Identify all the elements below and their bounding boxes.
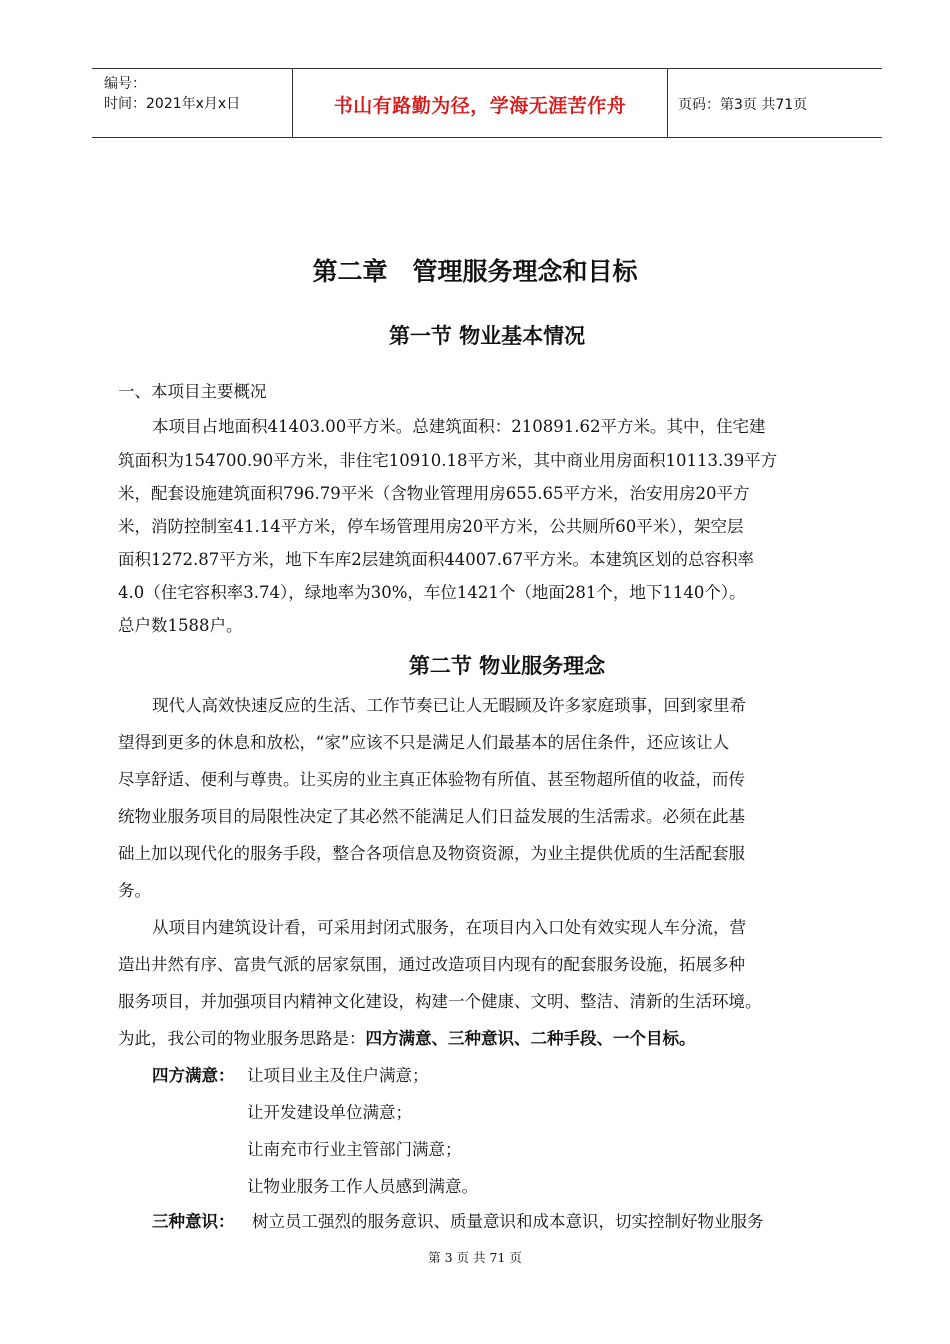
section1-line: 面积1272.87平方米，地下车库2层建筑面积44007.67平方米。本建筑区划的总容积率 — [118, 550, 754, 569]
service-summary-bold: 四方满意、三种意识、二种手段、一个目标。 — [365, 1029, 696, 1048]
page-number-label: 页码：第3页 共71页 — [678, 97, 808, 113]
section2-para1-line: 望得到更多的休息和放松，“家”应该不只是满足人们最基本的居住条件，还应该让人 — [118, 733, 730, 752]
header-meta — [92, 69, 292, 137]
page-footer: 第 3 页 共 71 页 — [428, 1250, 522, 1265]
section1-line: 筑面积为154700.90平方米，非住宅10910.18平方米，其中商业用房面积10113.39平方 — [118, 451, 778, 470]
section1-line: 米，消防控制室41.14平方米，停车场管理用房20平方米，公共厕所60平米），架空层 — [118, 517, 744, 536]
four-satisfaction-item: 让物业服务工作人员感到满意。 — [247, 1177, 478, 1196]
chapter-title: 第二章 管理服务理念和目标 — [312, 257, 638, 286]
section2-para1-line: 现代人高效快速反应的生活、工作节奏已让人无暇顾及许多家庭琐事，回到家里希 — [152, 696, 746, 715]
section1-line: 4.0（住宅容积率3.74），绿地率为30%，车位1421个（地面281个，地下1140个）。 — [118, 583, 746, 602]
header-motto-cell — [292, 69, 668, 137]
service-summary — [118, 1025, 696, 1049]
section2-para1-line: 础上加以现代化的服务手段，整合各项信息及物资资源，为业主提供优质的生活配套服 — [118, 844, 745, 863]
header-motto: 书山有路勤为径，学海无涯苦作舟 — [333, 95, 627, 117]
four-satisfaction-item: 让南充市行业主管部门满意； — [247, 1140, 462, 1159]
section2-para1-line: 尽享舒适、便利与尊贵。让买房的业主真正体验物有所值、甚至物超所值的收益，而传 — [118, 770, 745, 789]
section2-para2-line: 服务项目，并加强项目内精神文化建设，构建一个健康、文明、整洁、清新的生活环境。 — [118, 992, 762, 1011]
section2-para1-line: 统物业服务项目的局限性决定了其必然不能满足人们日益发展的生活需求。必须在此基 — [118, 807, 745, 826]
three-awareness-text: 树立员工强烈的服务意识、质量意识和成本意识，切实控制好物业服务 — [252, 1212, 764, 1231]
four-satisfaction-item: 让开发建设单位满意； — [247, 1103, 412, 1122]
four-satisfaction-item: 让项目业主及住户满意； — [247, 1066, 429, 1085]
page-header — [92, 68, 882, 138]
section1-line: 米，配套设施建筑面积796.79平米（含物业管理用房655.65平方米，治安用房20平方 — [118, 484, 750, 503]
number-label: 编号： — [104, 76, 146, 92]
service-summary-prefix: 为此，我公司的物业服务思路是： — [118, 1029, 366, 1048]
section1-line: 本项目占地面积41403.00平方米。总建筑面积：210891.62平方米。其中，住宅建 — [152, 417, 766, 436]
section1-line: 总户数1588户。 — [118, 616, 243, 635]
section2-para2-line: 造出井然有序、富贵气派的居家氛围，通过改造项目内现有的配套服务设施，拓展多种 — [118, 955, 745, 974]
section1-subheading: 一、本项目主要概况 — [118, 382, 267, 401]
section1-title: 第一节 物业基本情况 — [388, 324, 586, 348]
four-satisfaction-label: 四方满意： — [152, 1066, 235, 1085]
section2-title: 第二节 物业服务理念 — [408, 654, 606, 678]
section2-para2-line: 从项目内建筑设计看，可采用封闭式服务，在项目内入口处有效实现人车分流，营 — [152, 918, 746, 937]
header-page-cell — [668, 69, 882, 137]
three-awareness-label: 三种意识： — [152, 1212, 235, 1231]
section2-para1-line: 务。 — [118, 881, 151, 900]
time-label: 时间：2021年x月x日 — [104, 96, 241, 112]
